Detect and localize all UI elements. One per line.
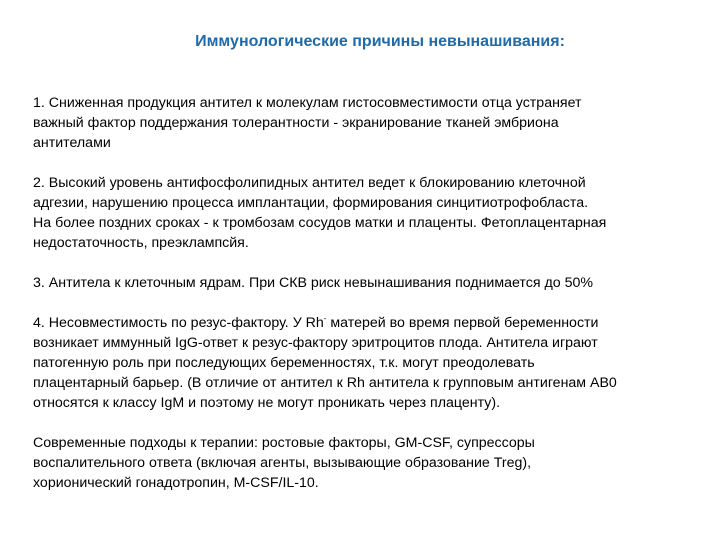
point-4-line-3: патогенную роль при последующих беременностях, т.к. могут преодолевать <box>33 355 535 371</box>
point-4-line-5: относятся к классу IgM и поэтому не могут проникать через плаценту). <box>33 395 501 411</box>
point-1-line-3: антителами <box>33 135 111 151</box>
therapy-paragraph <box>33 433 713 493</box>
point-1-line-1: 1. Сниженная продукция антител к молекулам гистосовместимости отца устраняет <box>33 95 582 111</box>
point-2-line-4: недостаточность, преэклампсйя. <box>33 235 249 251</box>
point-4-line-1-end: матерей во время первой беременности <box>326 315 599 331</box>
point-3 <box>33 273 713 293</box>
spacer <box>33 153 713 173</box>
rh-negative-superscript: - <box>323 314 327 323</box>
spacer <box>33 413 713 433</box>
point-1-line-2: важный фактор поддержания толерантности - экранирование тканей эмбриона <box>33 115 559 131</box>
point-4-line-4: плацентарный барьер. (В отличие от антител к Rh антитела к групповым антигенам АВ0 <box>33 375 617 391</box>
point-4-line-2: возникает иммунный IgG-ответ к резус-фактору эритроцитов плода. Антитела играют <box>33 335 598 351</box>
point-3-line-1: 3. Антитела к клеточным ядрам. При СКВ риск невынашивания поднимается до 50% <box>33 275 593 291</box>
point-2-line-1: 2. Высокий уровень антифосфолипидных антител ведет к блокированию клеточной <box>33 175 586 191</box>
point-2 <box>33 173 713 253</box>
spacer <box>33 253 713 273</box>
point-4-line-1-start: 4. Несовместимость по резус-фактору. У Rh <box>33 315 324 331</box>
point-4 <box>33 313 713 413</box>
point-4-line-1 <box>33 313 713 333</box>
spacer <box>33 293 713 313</box>
therapy-line-2: воспалительного ответа (включая агенты, вызывающие образование Treg), <box>33 455 532 471</box>
point-1 <box>33 93 713 153</box>
slide-body <box>33 93 713 493</box>
therapy-line-1: Современные подходы к терапии: ростовые факторы, GM-CSF, супрессоры <box>33 435 535 451</box>
slide-title: Иммунологические причины невынашивания: <box>195 33 565 50</box>
point-2-line-2: адгезии, нарушению процесса имплантации, формирования синцитиотрофобласта. <box>33 195 589 211</box>
point-2-line-3: На более поздних сроках - к тромбозам сосудов матки и плаценты. Фетоплацентарная <box>33 215 607 231</box>
therapy-line-3: хорионический гонадотропин, M-CSF/IL-10. <box>33 475 319 491</box>
